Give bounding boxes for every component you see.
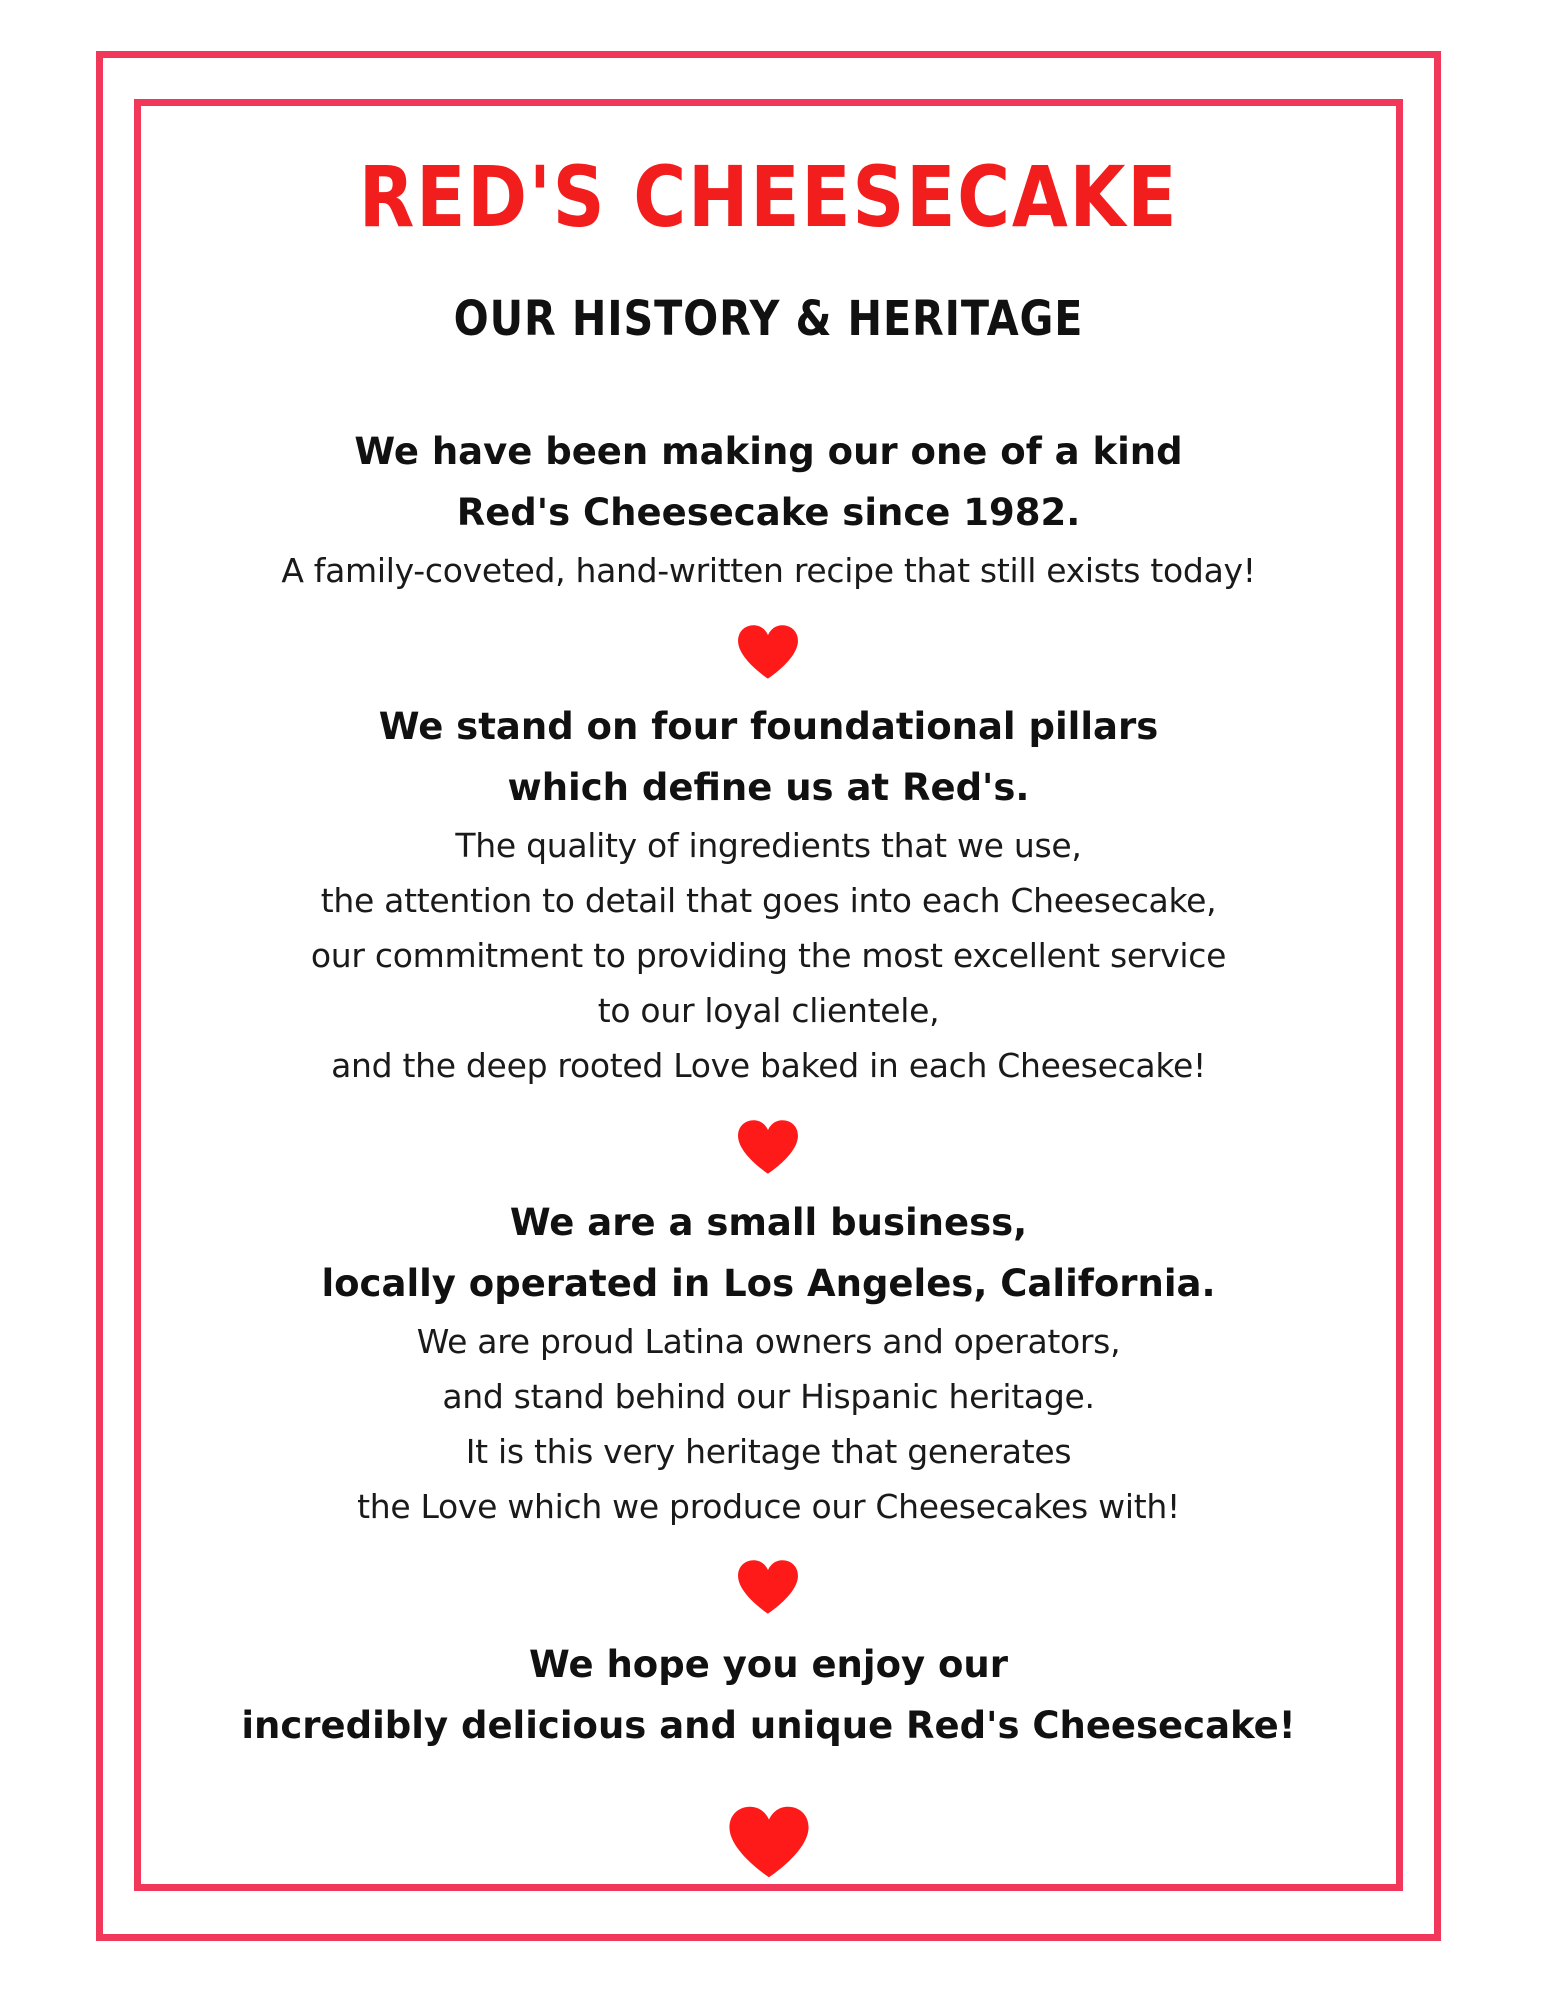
section-pillars [134, 696, 1403, 1093]
heart-icon [726, 1805, 812, 1879]
section-heading-line: We hope you enjoy our [529, 1643, 1008, 1686]
section-body-line: the Love which we produce our Cheesecakes with! [357, 1487, 1180, 1526]
heart-icon [735, 1119, 801, 1175]
section-heading-line: locally operated in Los Angeles, California. [321, 1262, 1216, 1305]
page-title: RED'S CHEESECAKE [358, 148, 1179, 246]
section-heading-line: We have been making our one of a kind [354, 430, 1183, 473]
section-heading-line: Red's Cheesecake since 1982. [456, 491, 1081, 534]
section-body-line: to our loyal clientele, [597, 991, 940, 1030]
heart-icon [735, 624, 801, 680]
section-heading-line: which define us at Red's. [507, 766, 1030, 809]
section-heading-line: We stand on four foundational pillars [378, 705, 1159, 748]
section-body-line: We are proud Latina owners and operators, [416, 1322, 1121, 1361]
section-closing [134, 1634, 1403, 1756]
section-body-line: It is this very heritage that generates [465, 1432, 1072, 1471]
page-subtitle: OUR HISTORY & HERITAGE [453, 291, 1084, 347]
section-body-line: and the deep rooted Love baked in each Cheesecake! [331, 1046, 1206, 1085]
section-body-line: The quality of ingredients that we use, [455, 826, 1082, 865]
section-small-business [134, 1192, 1403, 1534]
section-heading-line: incredibly delicious and unique Red's Cheesecake! [241, 1704, 1296, 1747]
section-body-line: A family-coveted, hand-written recipe that still exists today! [281, 551, 1256, 590]
section-body-line: the attention to detail that goes into each Cheesecake, [320, 881, 1217, 920]
heart-icon [735, 1559, 801, 1615]
section-body-line: and stand behind our Hispanic heritage. [442, 1377, 1095, 1416]
section-heading-line: We are a small business, [509, 1201, 1028, 1244]
section-body-line: our commitment to providing the most excellent service [310, 936, 1227, 975]
section-history [134, 421, 1403, 598]
